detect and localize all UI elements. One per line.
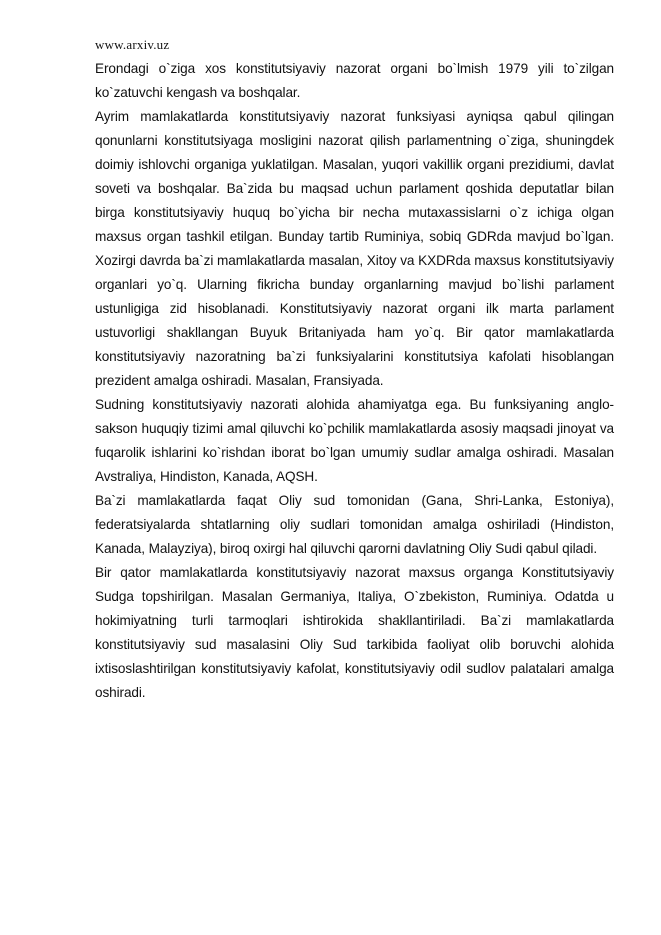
document-page <box>95 36 614 705</box>
paragraph-bazi-mamlakatlarda: Ba`zi mamlakatlarda faqat Oliy sud tomonidan (Gana, Shri-Lanka, Estoniya), federatsiyalarda shtatlarning oliy sudlari tomonidan amalga oshiriladi (Hindiston, Kanada, Malayziya), biroq oxirgi hal qiluvchi qarorni davlatning Oliy Sudi qabul qiladi. <box>95 493 614 556</box>
paragraph-ayrim-mamlakatlarda: Ayrim mamlakatlarda konstitutsiyaviy nazorat funksiyasi ayniqsa qabul qilingan qonunlarni konstitutsiyaga mosligini nazorat qilish parlamentning o`ziga, shuningdek doimiy ishlovchi organiga yuklatilgan. Masalan, yuqori vakillik organi prezidiumi, davlat soveti va boshqalar. Ba`zida bu maqsad uchun parlament qoshida deputatlar bilan birga konstitutsiyaviy huquq bo`yicha bir necha mutaxassislarni o`z ichiga olgan maxsus organ tashkil etilgan. Bunday tartib Ruminiya, sobiq GDRda mavjud bo`lgan. Xozirgi davrda ba`zi mamlakatlarda masalan, Xitoy va KXDRda maxsus konstitutsiyaviy organlari yo`q. Ularning fikricha bunday organlarning mavjud bo`lishi parlament ustunligiga zid hisoblanadi. Konstitutsiyaviy nazorat organi ilk marta parlament ustuvorligi shakllangan Buyuk Britaniyada ham yo`q. Bir qator mamlakatlarda konstitutsiyaviy nazoratning ba`zi funksiyalarini konstitutsiya kafolati hisoblangan prezident amalga oshiradi. Masalan, Fransiyada. <box>95 109 614 388</box>
paragraph-erondagi: Erondagi o`ziga xos konstitutsiyaviy nazorat organi bo`lmish 1979 yili to`zilgan ko`zatuvchi kengash va boshqalar. <box>95 61 614 100</box>
paragraph-sudning-nazorati: Sudning konstitutsiyaviy nazorati alohida ahamiyatga ega. Bu funksiyaning anglo-sakson huquqiy tizimi amal qiluvchi ko`pchilik mamlakatlarda asosiy maqsadi jinoyat va fuqarolik ishlarini ko`rishdan iborat bo`lgan umumiy sudlar amalga oshiradi. Masalan Avstraliya, Hindiston, Kanada, AQSH. <box>95 397 614 484</box>
site-url-header: www.arxiv.uz <box>95 37 170 52</box>
paragraph-bir-qator: Bir qator mamlakatlarda konstitutsiyaviy nazorat maxsus organga Konstitutsiyaviy Sudga topshirilgan. Masalan Germaniya, Italiya, O`zbekiston, Ruminiya. Odatda u hokimiyatning turli tarmoqlari ishtirokida shakllantiriladi. Ba`zi mamlakatlarda konstitutsiyaviy sud masalasini Oliy Sud tarkibida faoliyat olib boruvchi alohida ixtisoslashtirilgan konstitutsiyaviy kafolat, konstitutsiyaviy odil sudlov palatalari amalga oshiradi. <box>95 565 614 700</box>
